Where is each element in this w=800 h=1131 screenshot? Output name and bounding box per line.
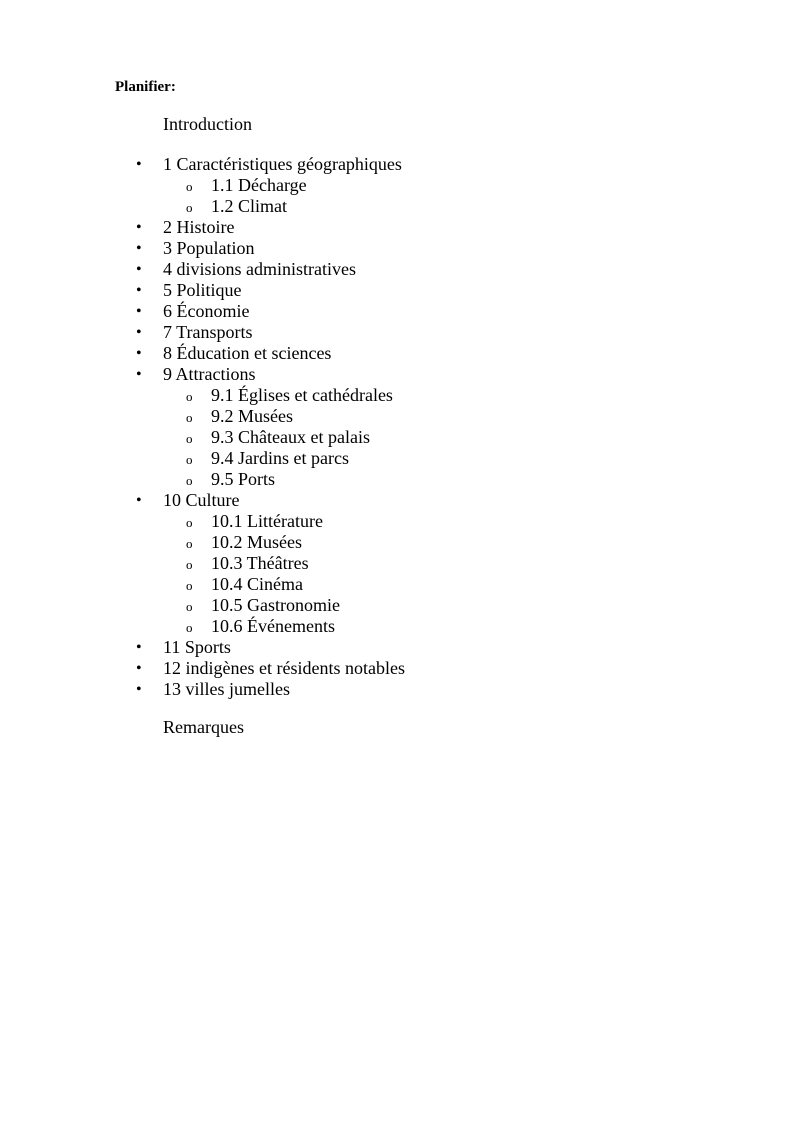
toc-link[interactable]: 10.4 Cinéma <box>211 574 303 594</box>
toc-link[interactable]: 9.3 Châteaux et palais <box>211 427 370 447</box>
toc-item <box>0 322 800 343</box>
toc-subitem <box>0 175 800 196</box>
toc-subitem <box>0 385 800 406</box>
toc-item <box>0 259 800 280</box>
toc-subitem <box>0 574 800 595</box>
remarks-link[interactable]: Remarques <box>163 717 244 737</box>
sub-bullet-icon: o <box>186 473 193 488</box>
toc-link[interactable]: 9.1 Églises et cathédrales <box>211 385 393 405</box>
toc-link[interactable]: 1.2 Climat <box>211 196 287 216</box>
sub-bullet-icon: o <box>186 452 193 467</box>
sub-bullet-icon: o <box>186 200 193 215</box>
toc-item <box>0 637 800 658</box>
toc-item <box>0 217 800 238</box>
toc-link[interactable]: 6 Économie <box>163 301 250 321</box>
toc-link[interactable]: 10.6 Événements <box>211 616 335 636</box>
bullet-icon: • <box>136 240 142 257</box>
sub-bullet-icon: o <box>186 515 193 530</box>
bullet-icon: • <box>136 366 142 383</box>
bullet-icon: • <box>136 156 142 173</box>
sub-bullet-icon: o <box>186 431 193 446</box>
introduction-link[interactable]: Introduction <box>163 114 252 134</box>
toc-link[interactable]: 3 Population <box>163 238 255 258</box>
bullet-icon: • <box>136 660 142 677</box>
toc-link[interactable]: 10.5 Gastronomie <box>211 595 340 615</box>
toc-item <box>0 343 800 364</box>
table-of-contents <box>0 154 800 700</box>
toc-item <box>0 154 800 175</box>
bullet-icon: • <box>136 681 142 698</box>
toc-subitem <box>0 448 800 469</box>
bullet-icon: • <box>136 324 142 341</box>
toc-link[interactable]: 10.1 Littérature <box>211 511 323 531</box>
toc-link[interactable]: 5 Politique <box>163 280 242 300</box>
toc-item <box>0 490 800 511</box>
toc-link[interactable]: 4 divisions administratives <box>163 259 356 279</box>
bullet-icon: • <box>136 303 142 320</box>
sub-bullet-icon: o <box>186 620 193 635</box>
sub-bullet-icon: o <box>186 410 193 425</box>
plan-heading: Planifier: <box>115 79 176 95</box>
toc-subitem <box>0 406 800 427</box>
toc-link[interactable]: 9.2 Musées <box>211 406 293 426</box>
toc-link[interactable]: 9.4 Jardins et parcs <box>211 448 349 468</box>
bullet-icon: • <box>136 261 142 278</box>
toc-subitem <box>0 511 800 532</box>
toc-link[interactable]: 9.5 Ports <box>211 469 276 489</box>
toc-item <box>0 679 800 700</box>
bullet-icon: • <box>136 492 142 509</box>
toc-item <box>0 280 800 301</box>
toc-subitem <box>0 196 800 217</box>
toc-subitem <box>0 427 800 448</box>
toc-item <box>0 301 800 322</box>
toc-link[interactable]: 9 Attractions <box>163 364 256 384</box>
sub-bullet-icon: o <box>186 557 193 572</box>
toc-item <box>0 364 800 385</box>
sub-bullet-icon: o <box>186 578 193 593</box>
toc-link[interactable]: 11 Sports <box>163 637 231 657</box>
sub-bullet-icon: o <box>186 599 193 614</box>
toc-link[interactable]: 10 Culture <box>163 490 240 510</box>
sub-bullet-icon: o <box>186 389 193 404</box>
bullet-icon: • <box>136 345 142 362</box>
toc-link[interactable]: 1 Caractéristiques géographiques <box>163 154 402 174</box>
toc-link[interactable]: 1.1 Décharge <box>211 175 307 195</box>
toc-link[interactable]: 12 indigènes et résidents notables <box>163 658 405 678</box>
toc-link[interactable]: 2 Histoire <box>163 217 235 237</box>
toc-link[interactable]: 7 Transports <box>163 322 253 342</box>
sub-bullet-icon: o <box>186 179 193 194</box>
toc-subitem <box>0 469 800 490</box>
toc-link[interactable]: 10.2 Musées <box>211 532 302 552</box>
bullet-icon: • <box>136 282 142 299</box>
toc-item <box>0 658 800 679</box>
toc-link[interactable]: 8 Éducation et sciences <box>163 343 332 363</box>
toc-link[interactable]: 13 villes jumelles <box>163 679 290 699</box>
bullet-icon: • <box>136 639 142 656</box>
toc-subitem <box>0 616 800 637</box>
sub-bullet-icon: o <box>186 536 193 551</box>
toc-subitem <box>0 532 800 553</box>
bullet-icon: • <box>136 219 142 236</box>
toc-subitem <box>0 595 800 616</box>
toc-item <box>0 238 800 259</box>
toc-subitem <box>0 553 800 574</box>
toc-link[interactable]: 10.3 Théâtres <box>211 553 309 573</box>
